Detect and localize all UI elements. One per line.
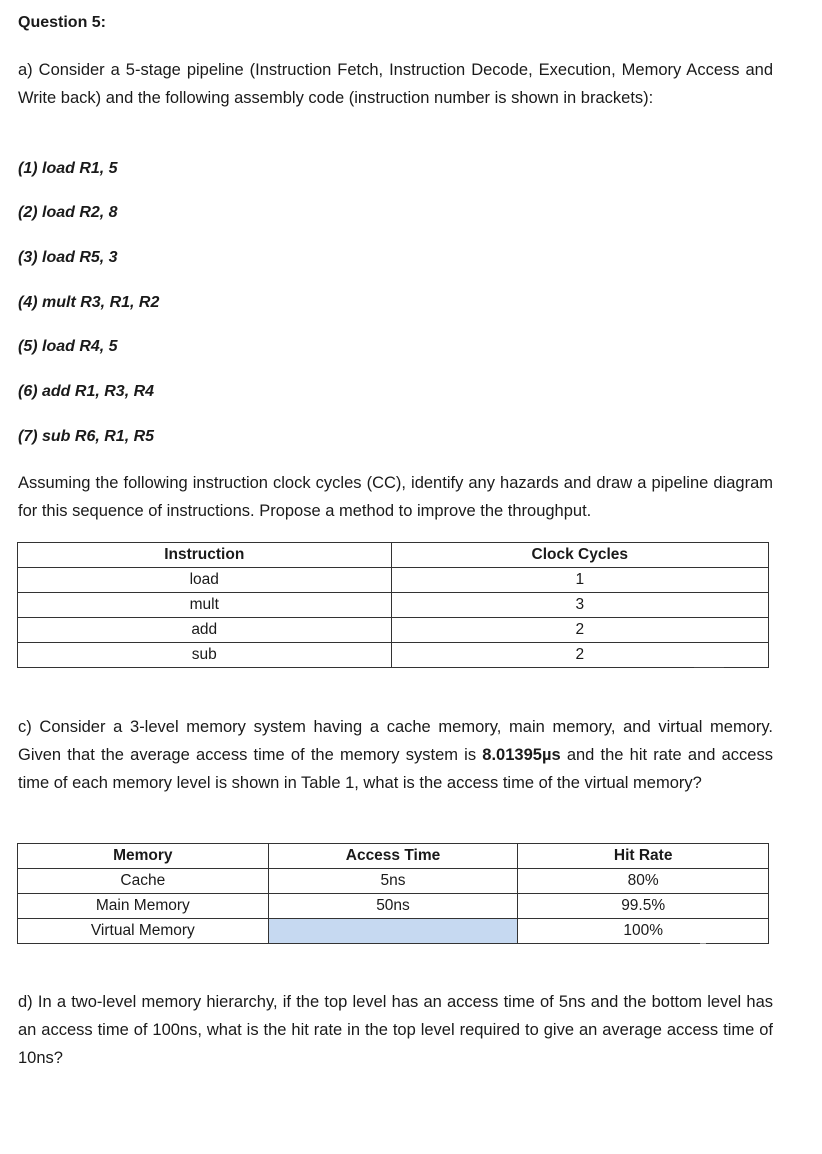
cell-memory: Main Memory [18, 894, 269, 919]
table-edge-stub [700, 943, 706, 944]
code-line-3: (3) load R5, 3 [18, 249, 118, 266]
table-row [18, 618, 769, 643]
cell-instruction: load [18, 568, 392, 593]
table-row [18, 568, 769, 593]
cell-instruction: mult [18, 593, 392, 618]
part-a-intro: a) Consider a 5-stage pipeline (Instruction Fetch, Instruction Decode, Execution, Memory Access and Write back) and the following assembly code (instruction number is shown in brackets): [18, 61, 773, 107]
table-row [18, 919, 769, 944]
header-memory: Memory [18, 844, 269, 869]
code-line-2: (2) load R2, 8 [18, 204, 118, 221]
cell-instruction: add [18, 618, 392, 643]
memory-levels-table [17, 843, 769, 944]
header-clock-cycles: Clock Cycles [391, 543, 768, 568]
code-line-4: (4) mult R3, R1, R2 [18, 294, 160, 311]
cell-clock-cycles: 2 [391, 643, 768, 668]
table-header-row [18, 844, 769, 869]
question-title: Question 5: [18, 14, 107, 31]
table-header-row [18, 543, 769, 568]
table-edge-stub [694, 667, 724, 668]
table-row [18, 643, 769, 668]
code-line-1: (1) load R1, 5 [18, 160, 118, 177]
header-instruction: Instruction [18, 543, 392, 568]
part-c-text-after: and the hit rate and access time of each memory level is shown in Table 1, what is the access time of the virtual memory? [18, 746, 773, 792]
cell-access-time: 50ns [268, 894, 518, 919]
cell-hit-rate: 100% [518, 919, 769, 944]
cell-clock-cycles: 2 [391, 618, 768, 643]
average-access-time-value: 8.01395µs [482, 746, 561, 764]
cell-hit-rate: 80% [518, 869, 769, 894]
part-c-text [18, 713, 773, 797]
table-row [18, 593, 769, 618]
cell-clock-cycles: 1 [391, 568, 768, 593]
code-line-5: (5) load R4, 5 [18, 338, 118, 355]
part-a-task: Assuming the following instruction clock cycles (CC), identify any hazards and draw a pipeline diagram for this sequence of instructions. Propose a method to improve the throughput. [18, 474, 773, 520]
cell-access-time: 5ns [268, 869, 518, 894]
part-c-text-before: c) Consider a 3-level memory system having a cache memory, main memory, and virtual memory. Given that the average access time of the memory system is [18, 718, 773, 764]
cell-memory: Cache [18, 869, 269, 894]
header-hit-rate: Hit Rate [518, 844, 769, 869]
cell-clock-cycles: 3 [391, 593, 768, 618]
header-access-time: Access Time [268, 844, 518, 869]
clock-cycles-table [17, 542, 769, 668]
part-d-text: d) In a two-level memory hierarchy, if the top level has an access time of 5ns and the bottom level has an access time of 100ns, what is the hit rate in the top level required to give an average access time of 10ns? [18, 993, 773, 1067]
cell-instruction: sub [18, 643, 392, 668]
cell-memory: Virtual Memory [18, 919, 269, 944]
table-row [18, 869, 769, 894]
cell-hit-rate: 99.5% [518, 894, 769, 919]
table-row [18, 894, 769, 919]
code-line-7: (7) sub R6, R1, R5 [18, 428, 155, 445]
cell-access-time-unknown [268, 919, 518, 944]
code-line-6: (6) add R1, R3, R4 [18, 383, 155, 400]
